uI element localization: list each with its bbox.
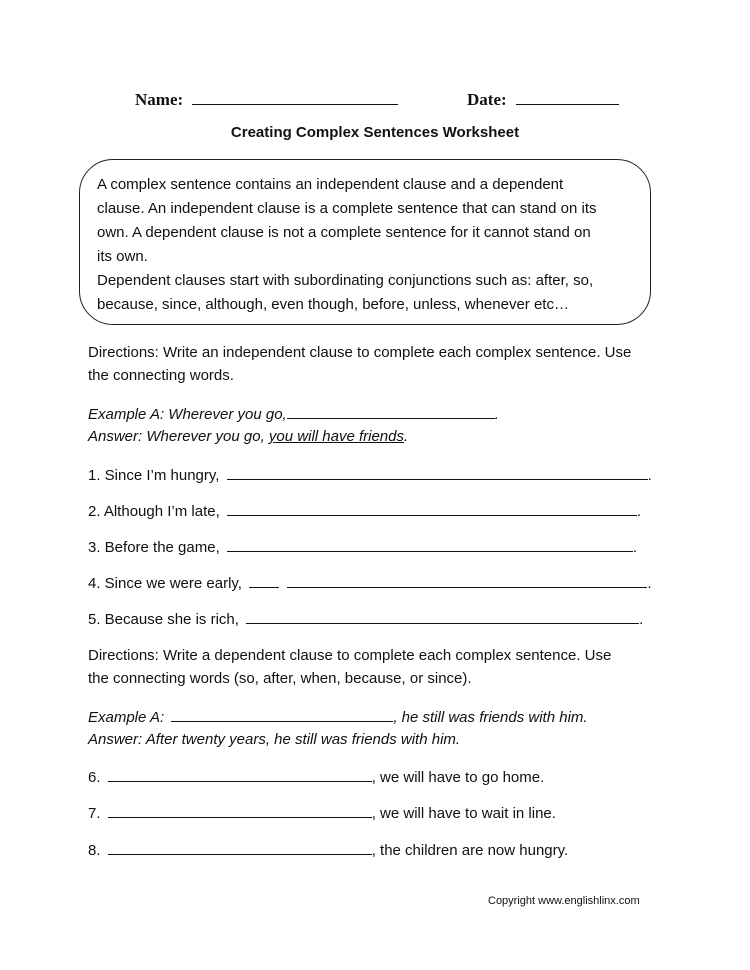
item-number: 7. [88, 805, 101, 822]
exercise-item-6 [88, 767, 544, 786]
item-end: . [639, 611, 644, 628]
info-line: because, since, although, even though, before, unless, whenever etc… [97, 296, 569, 313]
answer-blank[interactable] [246, 609, 639, 624]
part1-directions [88, 344, 631, 384]
item-number: 8. [88, 842, 101, 859]
item-prompt: 4. Since we were early, [88, 575, 242, 592]
item-suffix: , the children are now hungry. [371, 842, 569, 859]
exercise-item-2 [88, 501, 641, 520]
item-end: . [647, 467, 652, 484]
exercise-item-4 [88, 573, 651, 592]
page-title: Creating Complex Sentences Worksheet [230, 124, 520, 141]
info-line: Dependent clauses start with subordinating conjunctions such as: after, so, [97, 272, 594, 289]
part1-example [88, 404, 499, 423]
copyright-text: Copyright www.englishlinx.com [488, 895, 640, 907]
answer-blank[interactable] [227, 465, 648, 480]
directions-line: the connecting words. [88, 367, 234, 384]
example-text: Example A: Wherever you go, [88, 406, 287, 423]
exercise-item-3 [88, 537, 637, 556]
info-line: A complex sentence contains an independent clause and a dependent [97, 176, 564, 193]
item-end: . [647, 575, 652, 592]
answer-blank[interactable] [287, 573, 647, 588]
date-label: Date: [467, 90, 507, 109]
item-number: 6. [88, 769, 101, 786]
exercise-item-7 [88, 803, 556, 822]
exercise-item-1 [88, 465, 652, 484]
info-line: own. A dependent clause is not a complete sentence for it cannot stand on [97, 224, 591, 241]
example-blank [171, 707, 393, 722]
item-prompt: 5. Because she is rich, [88, 611, 239, 628]
info-box-text [97, 173, 597, 317]
exercise-item-5 [88, 609, 643, 628]
item-prompt: 2. Although I’m late, [88, 503, 220, 520]
part1-answer [88, 428, 408, 445]
example-suffix: , he still was friends with him. [393, 709, 588, 726]
directions-line: the connecting words (so, after, when, because, or since). [88, 670, 472, 687]
answer-blank[interactable] [108, 803, 372, 818]
part2-answer: Answer: After twenty years, he still was friends with him. [88, 731, 461, 748]
name-label: Name: [135, 90, 184, 109]
example-end: . [494, 406, 499, 423]
item-prompt: 3. Before the game, [88, 539, 220, 556]
item-end: . [632, 539, 638, 556]
part2-directions [88, 647, 611, 687]
example-blank [287, 404, 495, 419]
item-end: . [636, 503, 642, 520]
answer-blank[interactable] [227, 537, 633, 552]
answer-blank[interactable] [227, 501, 637, 516]
name-field-row [135, 90, 398, 110]
directions-line: Directions: Write an independent clause to complete each complex sentence. Use [88, 344, 632, 361]
answer-blank[interactable] [249, 573, 279, 588]
item-prompt: 1. Since I’m hungry, [88, 467, 220, 484]
example-text: Example A: [88, 709, 165, 726]
answer-text: Answer: Wherever you go, [88, 428, 269, 445]
answer-end: . [404, 428, 409, 445]
part2-example [88, 707, 588, 726]
date-field-row [467, 90, 619, 110]
info-line: clause. An independent clause is a complete sentence that can stand on its [97, 200, 597, 217]
info-line: its own. [97, 248, 148, 265]
name-blank[interactable] [192, 90, 398, 105]
answer-underlined: you will have friends [268, 428, 404, 445]
item-suffix: , we will have to go home. [371, 769, 545, 786]
date-blank[interactable] [516, 90, 619, 105]
answer-blank[interactable] [108, 840, 372, 855]
answer-blank[interactable] [108, 767, 372, 782]
item-suffix: , we will have to wait in line. [371, 805, 556, 822]
exercise-item-8 [88, 840, 568, 859]
directions-line: Directions: Write a dependent clause to complete each complex sentence. Use [88, 647, 612, 664]
